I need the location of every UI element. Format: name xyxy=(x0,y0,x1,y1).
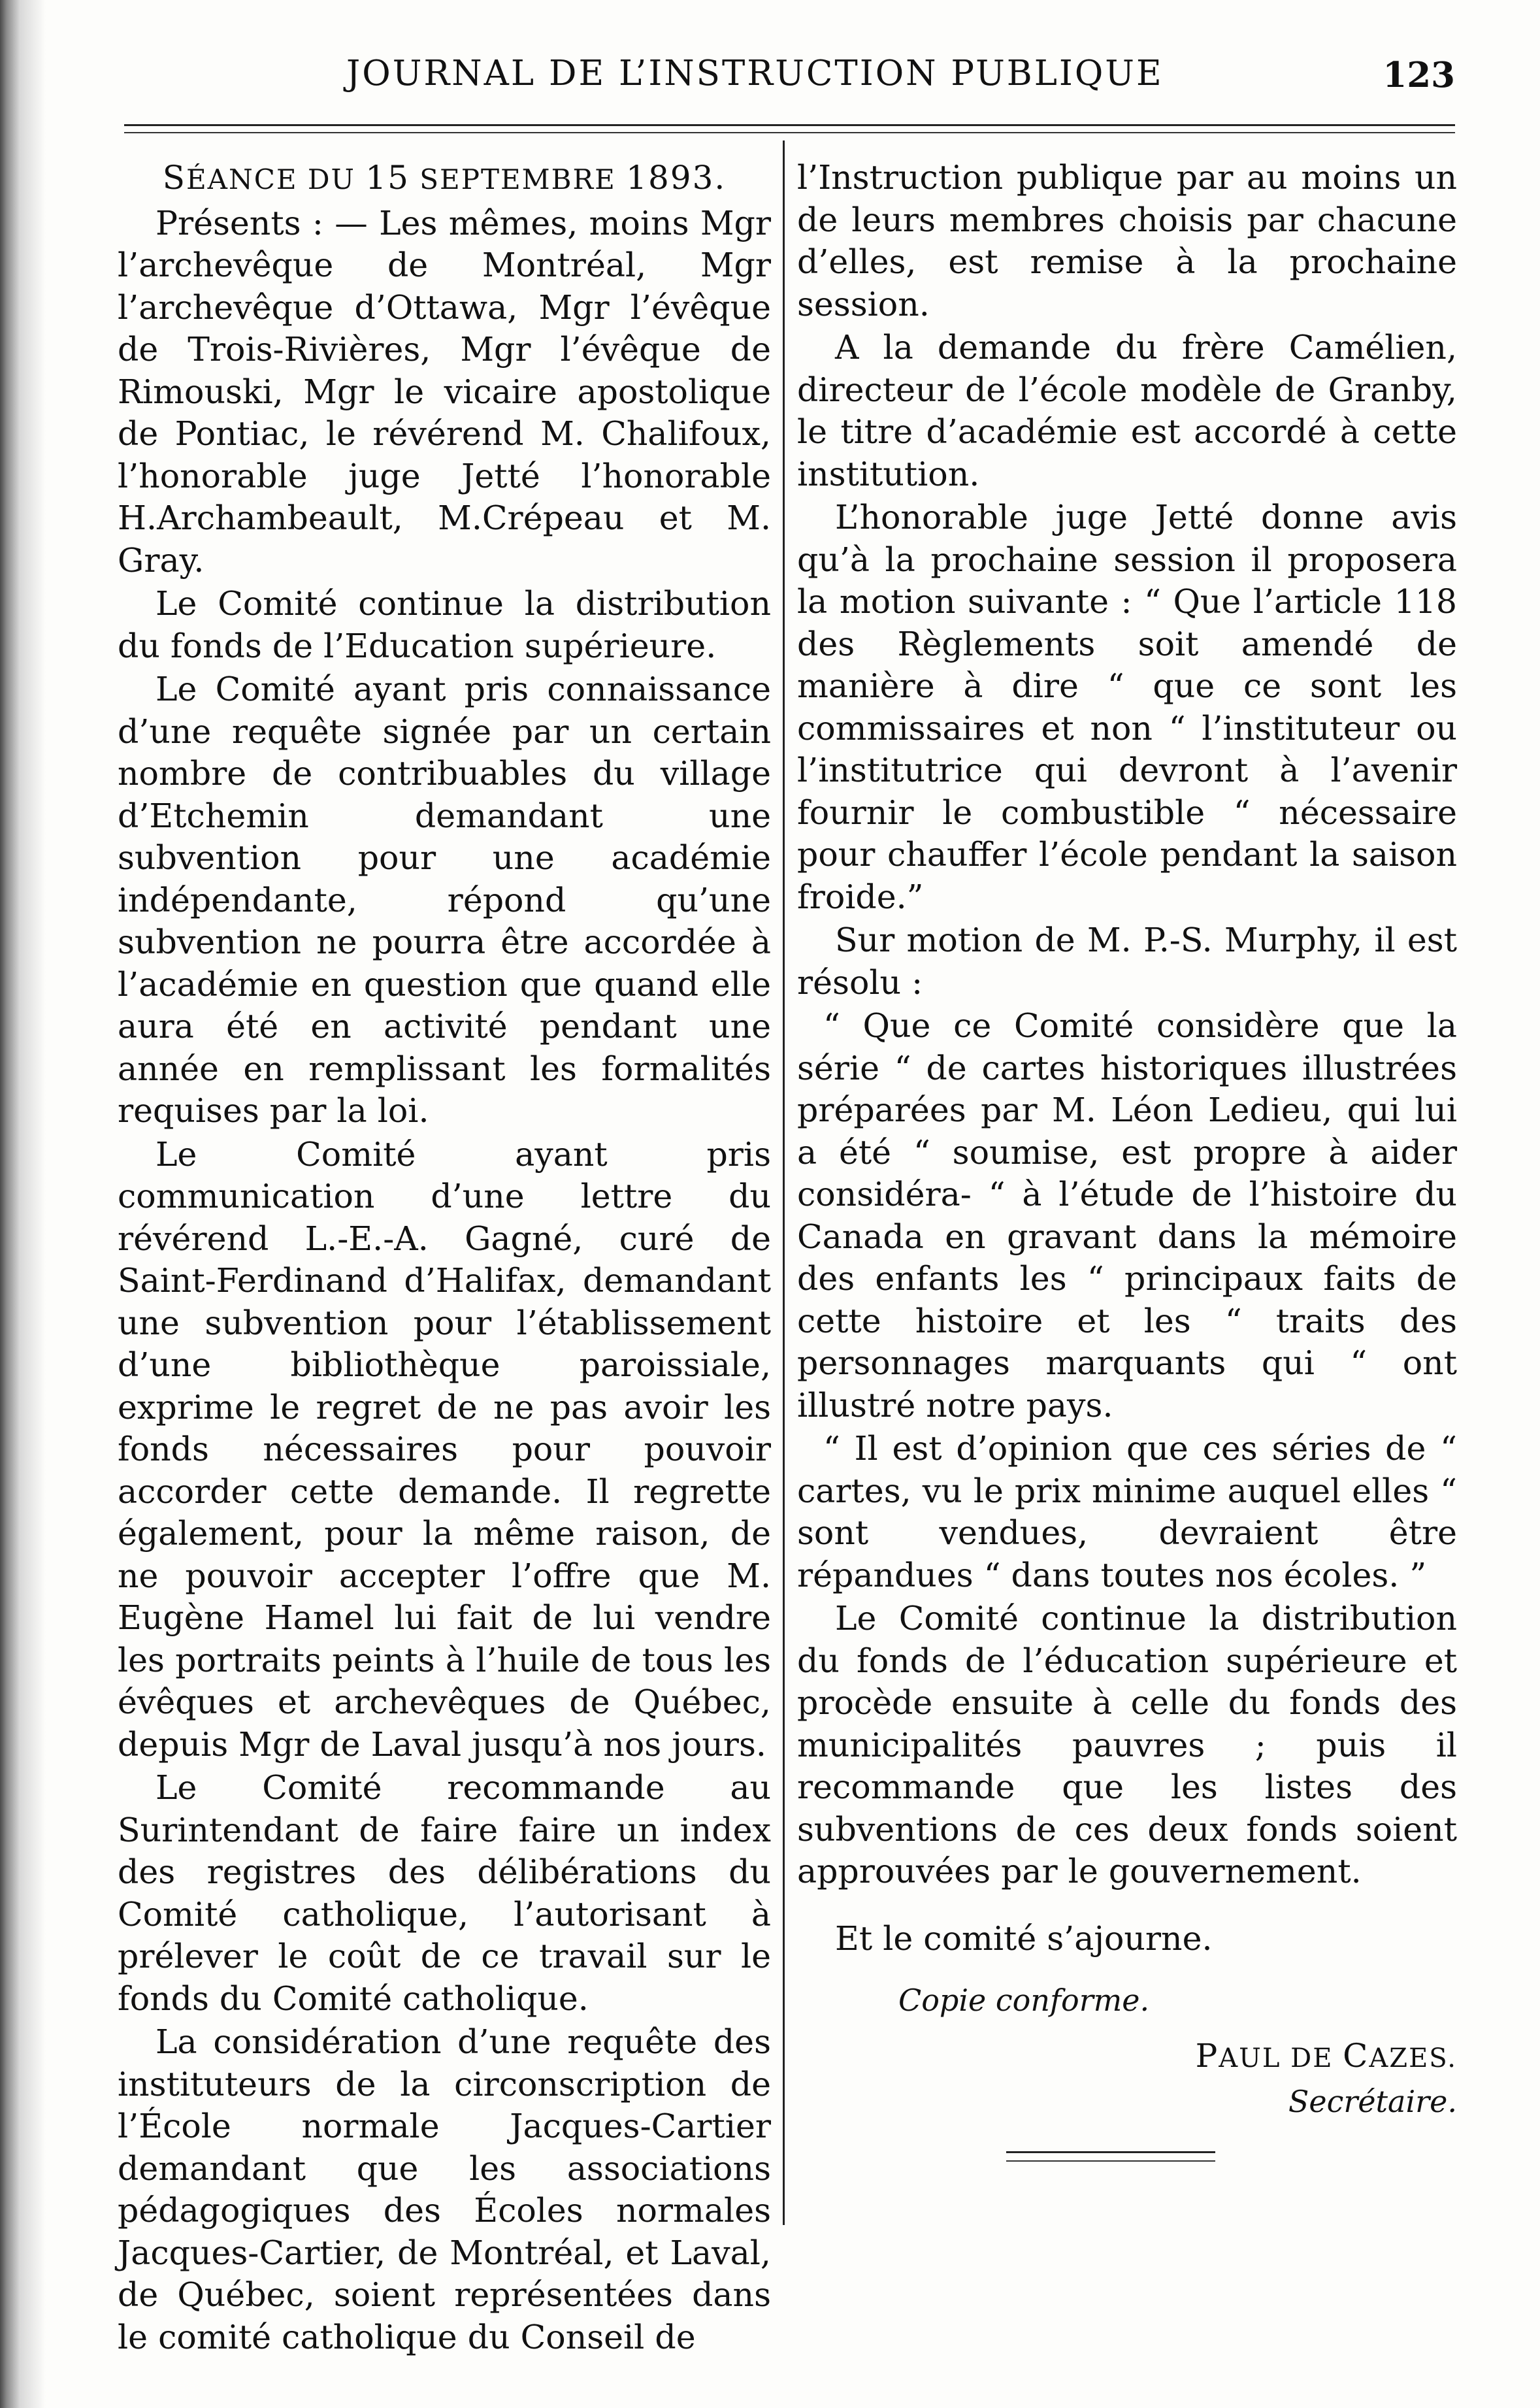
seance-initial: S xyxy=(162,159,186,197)
left-column xyxy=(118,157,771,2360)
secretary-title: Secrétaire. xyxy=(1288,2084,1457,2119)
paragraph: Le Comité continue la distribution du fonds de l’Education supérieure. xyxy=(118,584,771,665)
copie-conforme: Copie conforme. xyxy=(898,1983,1150,2018)
paragraph: l’Instruction publique par au moins un de leurs membres choisis par chacune d’elles, est remise à la prochaine session. xyxy=(797,158,1457,323)
signature-initial-p: P xyxy=(1195,2036,1219,2075)
paragraph: L’honorable juge Jetté donne avis qu’à la prochaine session il proposera la motion suivante : “ Que l’article 118 des Règlements soit amendé de manière à dire “ que ce sont les commissaires et non “ l’instituteur ou l’institutrice qui devront à l’avenir fournir le combustible “ nécessaire pour chauffer l’école pendant la saison froide.” xyxy=(797,498,1457,916)
end-rule xyxy=(1006,2151,1215,2153)
paragraph: Le Comité ayant pris connaissance d’une requête signée par un certain nombre de contribuables du village d’Etchemin demandant une subvention pour une académie indépendante, répond qu’une subvention ne pourra être accordée à l’académie en question que quand elle aura été en activité pendant une année en remplissant les formalités requises par la loi. xyxy=(118,670,771,1130)
seance-date: 15 xyxy=(365,159,410,197)
signature xyxy=(797,2035,1457,2080)
paragraph: Le Comité continue la distribution du fonds de l’éducation supérieure et procède ensuite à celle du fonds des municipalités pauvres ; puis il recommande que les listes des subventions de ces deux fonds soient approuvées par le gouvernement. xyxy=(797,1599,1457,1890)
seance-heading xyxy=(118,157,771,201)
paragraph: Le Comité recommande au Surintendant de faire faire un index des registres des délibérations du Comité catholique, l’autorisant à prélever le coût de ce travail sur le fonds du Comité catholique. xyxy=(118,1768,771,2018)
paragraph-presents: Présents : — Les mêmes, moins Mgr l’archevêque de Montréal, Mgr l’archevêque d’Ottawa, Mgr l’évêque de Trois-Rivières, Mgr l’évêque de Rimouski, Mgr le vicaire apostolique de Pontiac, le révérend M. Chalifoux, l’honorable juge Jetté l’honorable H.Archambeault, M.Crépeau et M. Gray. xyxy=(118,203,771,580)
signature-initial-c: C xyxy=(1343,2036,1369,2075)
seance-small-caps: ÉANCE DU xyxy=(186,163,355,195)
paragraph: Sur motion de M. P.-S. Murphy, il est résolu : xyxy=(797,921,1457,1002)
signature-surname: AZES. xyxy=(1369,2043,1457,2073)
page-header xyxy=(85,39,1455,105)
header-rule-secondary xyxy=(124,132,1455,133)
quote-paragraph: “ Il est d’opinion que ces séries de “ cartes, vu le prix minime auquel elles “ sont vendues, devraient être répandues “ dans toutes nos écoles. ” xyxy=(797,1429,1457,1594)
seance-year: 1893. xyxy=(626,159,727,197)
signature-small-caps: AUL DE xyxy=(1219,2043,1334,2073)
paragraph: Le Comité ayant pris communication d’une lettre du révérend L.-E.-A. Gagné, curé de Saint-Ferdinand d’Halifax, demandant une subvention pour l’établissement d’une bibliothèque paroissiale, exprime le regret de ne pas avoir les fonds nécessaires pour pouvoir accorder cette demande. Il regrette également, pour la même raison, de ne pouvoir accepter l’offre que M. Eugène Hamel lui fait de lui vendre les portraits peints à l’huile de tous les évêques et archevêques de Québec, depuis Mgr de Laval jusqu’à nos jours. xyxy=(118,1134,771,1764)
paragraph: La considération d’une requête des instituteurs de la circonscription de l’École normale Jacques-Cartier demandant que les associations pédagogiques des Écoles normales Jacques-Cartier, de Montréal, et Laval, de Québec, soient représentées dans le comité catholique du Conseil de xyxy=(118,2022,771,2356)
end-rule-secondary xyxy=(1006,2160,1215,2162)
quote-paragraph: “ Que ce Comité considère que la série “ de cartes historiques illustrées préparées par M. Léon Ledieu, qui lui a été “ soumise, est propre à aider considéra- “ à l’étude de l’histoire du Canada en gravant dans la mémoire des enfants les “ principaux faits de cette histoire et les “ traits des personnages marquants qui “ ont illustré notre pays. xyxy=(797,1006,1457,1425)
paragraph: A la demande du frère Camélien, directeur de l’école modèle de Granby, le titre d’académie est accordé à cette institution. xyxy=(797,328,1457,493)
page-number: 123 xyxy=(1383,55,1455,95)
seance-month: SEPTEMBRE xyxy=(419,163,616,195)
scan-edge-shadow xyxy=(0,0,46,2408)
journal-title: JOURNAL DE L’INSTRUCTION PUBLIQUE xyxy=(346,54,1164,93)
right-column xyxy=(797,157,1457,2124)
header-rule xyxy=(124,124,1455,126)
paragraph-ajourne: Et le comité s’ajourne. xyxy=(835,1919,1213,1958)
column-separator xyxy=(783,140,785,2225)
